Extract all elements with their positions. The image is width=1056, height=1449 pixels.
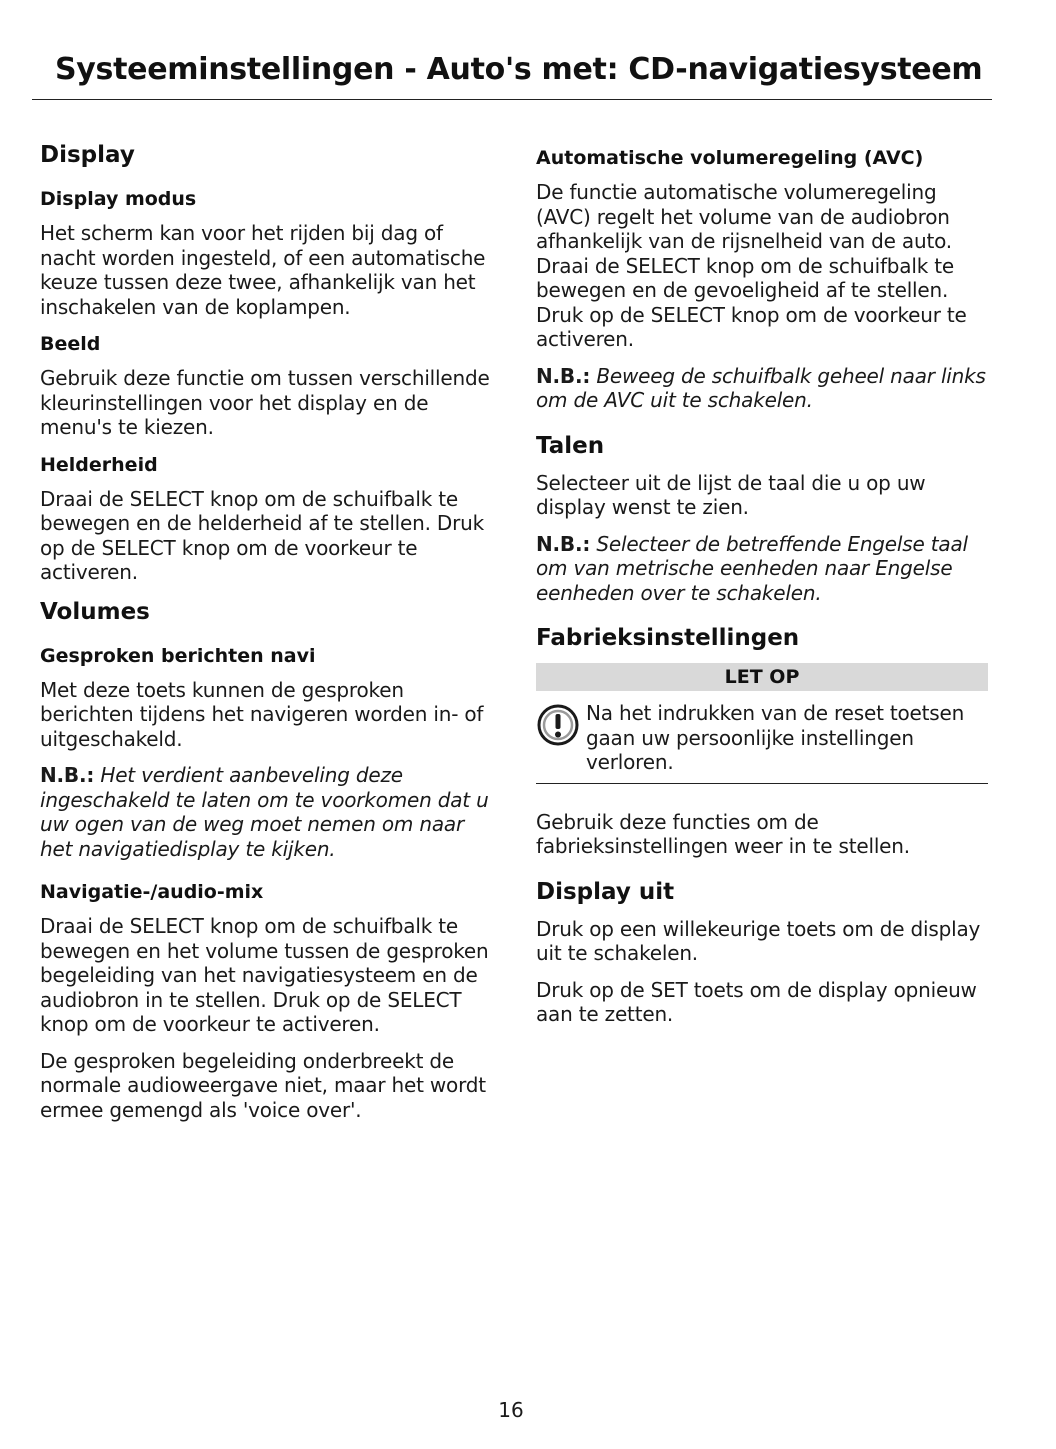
subheading-beeld: Beeld xyxy=(40,333,101,355)
page-number: 16 xyxy=(498,1398,524,1422)
subheading-navigatie-audio-mix: Navigatie-/audio-mix xyxy=(40,881,264,903)
paragraph-fabrieksinstellingen: Gebruik deze functies om de fabrieksinstellingen weer in te stellen. xyxy=(536,809,910,858)
caution-divider xyxy=(536,783,988,784)
section-heading-display-uit: Display uit xyxy=(536,878,675,905)
paragraph-navigatie-audio-mix-2: De gesproken begeleiding onderbreekt de normale audioweergave niet, maar het wordt ermee gemengd als 'voice over'. xyxy=(40,1048,486,1122)
caution-title: LET OP xyxy=(536,663,988,691)
paragraph-display-uit-2: Druk op de SET toets om de display opnieuw aan te zetten. xyxy=(536,977,977,1026)
paragraph-beeld: Gebruik deze functie om tussen verschillende kleurinstellingen voor het display en de menu's te kiezen. xyxy=(40,366,490,439)
subheading-display-modus: Display modus xyxy=(40,188,197,210)
subheading-gesproken-berichten: Gesproken berichten navi xyxy=(40,644,316,667)
paragraph-display-uit-1: Druk op een willekeurige toets om de display uit te schakelen. xyxy=(536,916,981,965)
title-divider xyxy=(32,99,992,100)
paragraph-helderheid: Draai de SELECT knop om de schuifbalk te bewegen en de helderheid af te stellen. Druk op de SELECT knop om de voorkeur te activeren. xyxy=(40,486,485,584)
paragraph-navigatie-audio-mix-1: Draai de SELECT knop om de schuifbalk te bewegen en het volume tussen de gesproken begeleiding van het navigatiesysteem en de audiobron in te stellen. Druk op de SELECT knop om de voorkeur te activeren. xyxy=(40,914,489,1036)
note-label: N.B.: xyxy=(536,363,591,388)
note-text: Beweeg de schuifbalk geheel naar links om de AVC uit te schakelen. xyxy=(536,363,986,412)
section-heading-talen: Talen xyxy=(536,432,605,459)
paragraph-gesproken-berichten: Met deze toets kunnen de gesproken berichten tijdens het navigeren worden in- of uitgeschakeld. xyxy=(40,677,484,751)
right-column xyxy=(536,140,988,1039)
note-text: Selecteer de betreffende Engelse taal om van metrische eenheden naar Engelse eenheden over te schakelen. xyxy=(536,531,968,605)
paragraph-talen: Selecteer uit de lijst de taal die u op uw display wenst te zien. xyxy=(536,470,926,519)
subheading-helderheid: Helderheid xyxy=(40,453,158,476)
note-text: Het verdient aanbeveling deze ingeschakeld te laten om te voorkomen dat u uw ogen van de weg moet nemen om naar het navigatiedisplay te kijken. xyxy=(40,763,489,861)
note-label: N.B.: xyxy=(40,763,95,787)
note-label: N.B.: xyxy=(536,531,591,556)
paragraph-display-modus: Het scherm kan voor het rijden bij dag of nacht worden ingesteld, of een automatische keuze tussen deze twee, afhankelijk van het inschakelen van de koplampen. xyxy=(40,221,486,319)
paragraph-avc: De functie automatische volumeregeling (AVC) regelt het volume van de audiobron afhankelijk van de rijsnelheid van de auto. Draai de SELECT knop om de schuifbalk te bewegen en de gevoeligheid af te stellen. Druk op de SELECT knop om de voorkeur te activeren. xyxy=(536,180,967,351)
note-talen xyxy=(536,532,988,606)
caution-box xyxy=(536,701,988,775)
left-column xyxy=(40,140,492,1134)
note-gesproken-berichten xyxy=(40,763,492,861)
subheading-avc: Automatische volumeregeling (AVC) xyxy=(536,147,924,169)
note-avc xyxy=(536,364,988,413)
section-heading-volumes: Volumes xyxy=(40,598,150,625)
section-heading-display: Display xyxy=(40,142,135,168)
warning-exclamation-icon xyxy=(536,703,580,747)
page-title: Systeeminstellingen - Auto's met: CD-navigatiesysteem xyxy=(55,52,983,87)
section-heading-fabrieksinstellingen: Fabrieksinstellingen xyxy=(536,625,800,651)
caution-text: Na het indrukken van de reset toetsen gaan uw persoonlijke instellingen verloren. xyxy=(586,701,965,774)
